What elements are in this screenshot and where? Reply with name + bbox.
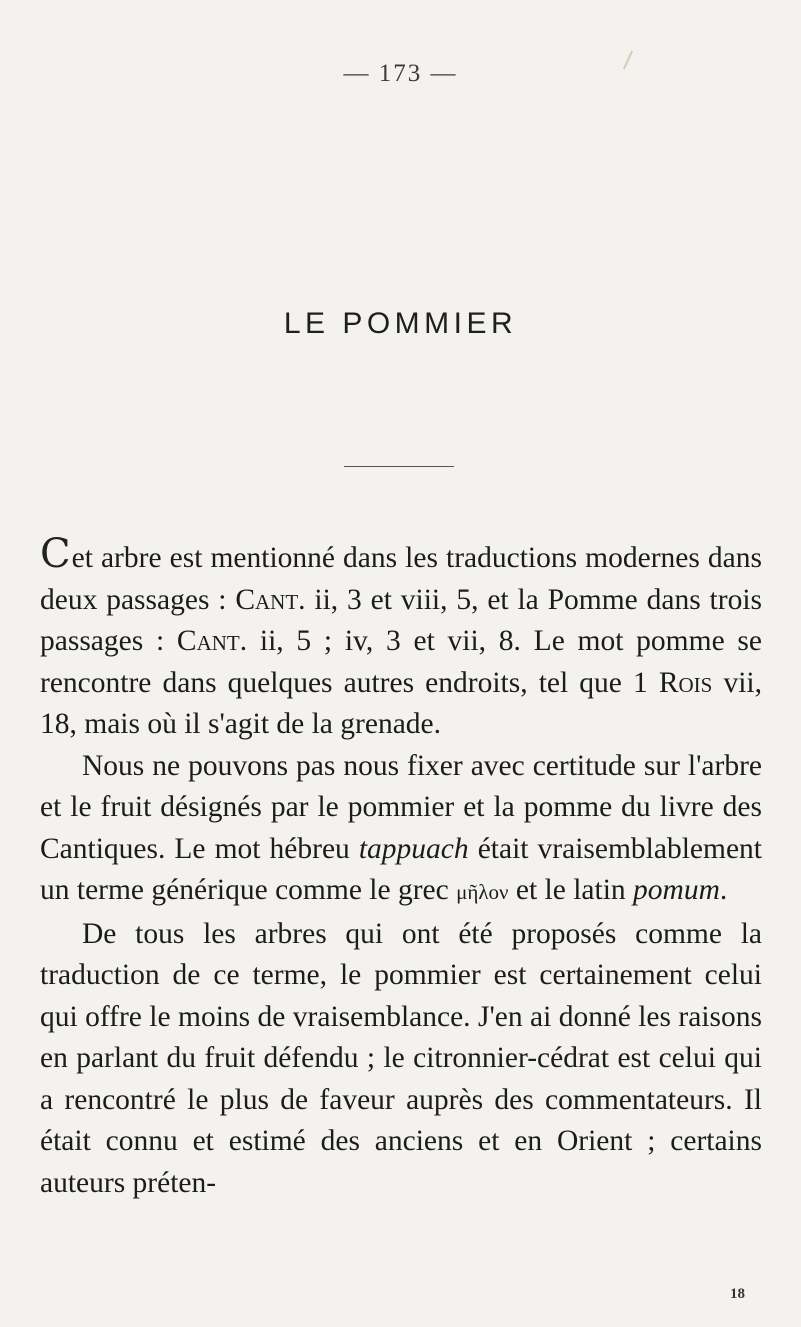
paragraph-1-text-b: ii, 3 et viii, 5, et la Pomme dans trois passages :	[40, 583, 762, 657]
reference-cant-1: Cant.	[235, 583, 306, 616]
title-rule	[344, 466, 454, 467]
signature-mark: 18	[730, 1286, 745, 1302]
paragraph-1-text-d: vii, 18, mais où il s'agit de la grenade.	[40, 666, 762, 740]
paragraph-2-text-c: et le latin	[508, 874, 634, 906]
paragraph-3-text: De tous les arbres qui ont été proposés comme la traduction de ce terme, le pommier est certainement celui qui offre le moins de vraisemblance. J'en ai donné les raisons en parlant du fruit défendu ; le citronnier-cédrat est celui qui a rencontré le plus de faveur auprès des commentateurs. Il était connu et estimé des anciens et en Orient ; certains auteurs préten-	[40, 917, 762, 1199]
paragraph-1	[40, 531, 762, 746]
paragraph-3	[40, 914, 762, 1205]
drop-cap: C	[40, 531, 71, 577]
hebrew-word: tappuach	[358, 832, 469, 865]
paragraph-2-text-a: Nous ne pouvons pas nous fixer avec certitude sur l'arbre et le fruit désignés par le pommier et la pomme du livre des Cantiques. Le mot hébreu	[40, 749, 762, 865]
greek-word: μῆλον	[456, 880, 509, 904]
paragraph-1-text-a: et arbre est mentionné dans les traductions modernes dans deux passages :	[40, 542, 762, 616]
page-number: — 173 —	[343, 60, 458, 87]
paragraph-2-text-d: .	[719, 874, 728, 906]
body-text	[40, 531, 762, 1204]
paragraph-1-text-c: ii, 5 ; iv, 3 et vii, 8. Le mot pomme se rencontre dans quelques autres endroits, tel que 1	[40, 625, 762, 699]
reference-cant-2: Cant.	[176, 625, 248, 657]
reference-rois: Rois	[658, 666, 713, 699]
chapter-title: LE POMMIER	[283, 307, 518, 340]
latin-word: pomum	[633, 874, 720, 906]
paragraph-2-text-b: était vraisemblablement un terme générique comme le grec	[40, 832, 762, 906]
paragraph-2	[40, 746, 762, 914]
